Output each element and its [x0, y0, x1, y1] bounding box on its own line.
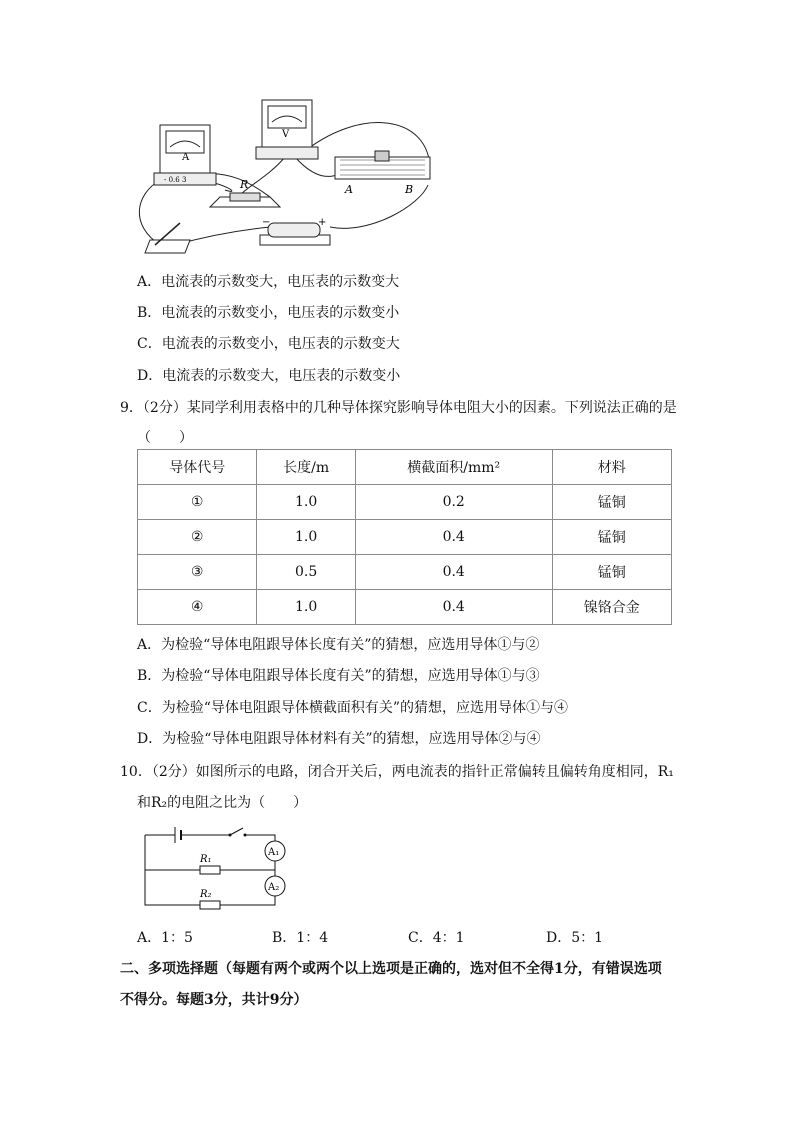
- q8-option-b: B．电流表的示数变小，电压表的示数变小: [137, 305, 400, 321]
- q10-stem-line2: 和R₂的电阻之比为（ ）: [137, 795, 308, 811]
- circuit-apparatus-figure: [130, 95, 450, 255]
- section2-heading-line2: 不得分。每题3分，共计9分）: [120, 992, 308, 1008]
- q9-stem: 9．（2分）某同学利用表格中的几种导体探究影响导体电阻大小的因素。下列说法正确的是: [120, 400, 677, 416]
- svg-text:V: V: [282, 129, 290, 140]
- conductor-table: [137, 449, 672, 625]
- table-header: 长度/m: [257, 450, 355, 485]
- q8-option-c: C．电流表的示数变小，电压表的示数变大: [137, 336, 400, 352]
- circuit-diagram-q10: [135, 815, 295, 915]
- table-cell: 镍铬合金: [552, 590, 671, 625]
- table-cell: 锰铜: [552, 520, 671, 555]
- ammeter: [154, 125, 216, 185]
- table-cell: 0.4: [355, 555, 552, 590]
- table-header: 导体代号: [138, 450, 257, 485]
- table-row: [138, 485, 672, 520]
- svg-text:B: B: [405, 183, 414, 196]
- table-cell: 锰铜: [552, 555, 671, 590]
- table-cell: 1.0: [257, 590, 355, 625]
- table-header: 横截面积/mm²: [355, 450, 552, 485]
- q10-option-b: B．1：4: [272, 930, 329, 946]
- svg-text:A₁: A₁: [268, 847, 280, 858]
- q9-option-b: B．为检验“导体电阻跟导体长度有关”的猜想，应选用导体①与③: [137, 668, 540, 684]
- table-cell: ④: [138, 590, 257, 625]
- section2-heading-line1: 二、多项选择题（每题有两个或两个以上选项是正确的，选对但不全得1分，有错误选项: [120, 961, 662, 977]
- svg-text:A₂: A₂: [268, 882, 280, 893]
- table-row: [138, 590, 672, 625]
- q9-option-d: D．为检验“导体电阻跟导体材料有关”的猜想，应选用导体②与④: [137, 731, 541, 747]
- table-header-row: [138, 450, 672, 485]
- table-cell: 1.0: [257, 485, 355, 520]
- svg-text:A: A: [345, 183, 353, 196]
- svg-text:R₁: R₁: [200, 854, 212, 865]
- table-cell: 0.4: [355, 520, 552, 555]
- q9-option-c: C．为检验“导体电阻跟导体横截面积有关”的猜想，应选用导体①与④: [137, 700, 569, 716]
- table-cell: 1.0: [257, 520, 355, 555]
- table-cell: ①: [138, 485, 257, 520]
- table-cell: ③: [138, 555, 257, 590]
- q10-option-d: D．5：1: [546, 930, 604, 946]
- svg-text:−: −: [262, 217, 271, 228]
- q10-stem-line1: 10．（2分）如图所示的电路，闭合开关后，两电流表的指针正常偏转且偏转角度相同，R₁: [120, 764, 674, 780]
- table-cell: 0.4: [355, 590, 552, 625]
- table-header: 材料: [552, 450, 671, 485]
- q8-option-a: A．电流表的示数变大，电压表的示数变大: [137, 274, 400, 290]
- q9-answer-blank: （ ）: [137, 430, 193, 446]
- table-cell: 0.5: [257, 555, 355, 590]
- q9-option-a: A．为检验“导体电阻跟导体长度有关”的猜想，应选用导体①与②: [137, 637, 540, 653]
- battery: [260, 217, 330, 245]
- voltmeter: [256, 100, 318, 159]
- svg-text:R: R: [240, 178, 249, 191]
- q10-option-a: A．1：5: [137, 930, 193, 946]
- svg-text:A: A: [182, 152, 190, 163]
- svg-text:+: +: [318, 217, 327, 228]
- table-cell: ②: [138, 520, 257, 555]
- resistor-r: [210, 178, 280, 207]
- sliding-rheostat: [335, 151, 430, 196]
- table-row: [138, 555, 672, 590]
- table-cell: 锰铜: [552, 485, 671, 520]
- table-cell: 0.2: [355, 485, 552, 520]
- svg-text:- 0.6 3: - 0.6 3: [164, 176, 187, 184]
- table-row: [138, 520, 672, 555]
- q8-option-d: D．电流表的示数变大，电压表的示数变小: [137, 368, 401, 384]
- svg-text:R₂: R₂: [200, 889, 212, 900]
- q10-option-c: C．4：1: [408, 930, 465, 946]
